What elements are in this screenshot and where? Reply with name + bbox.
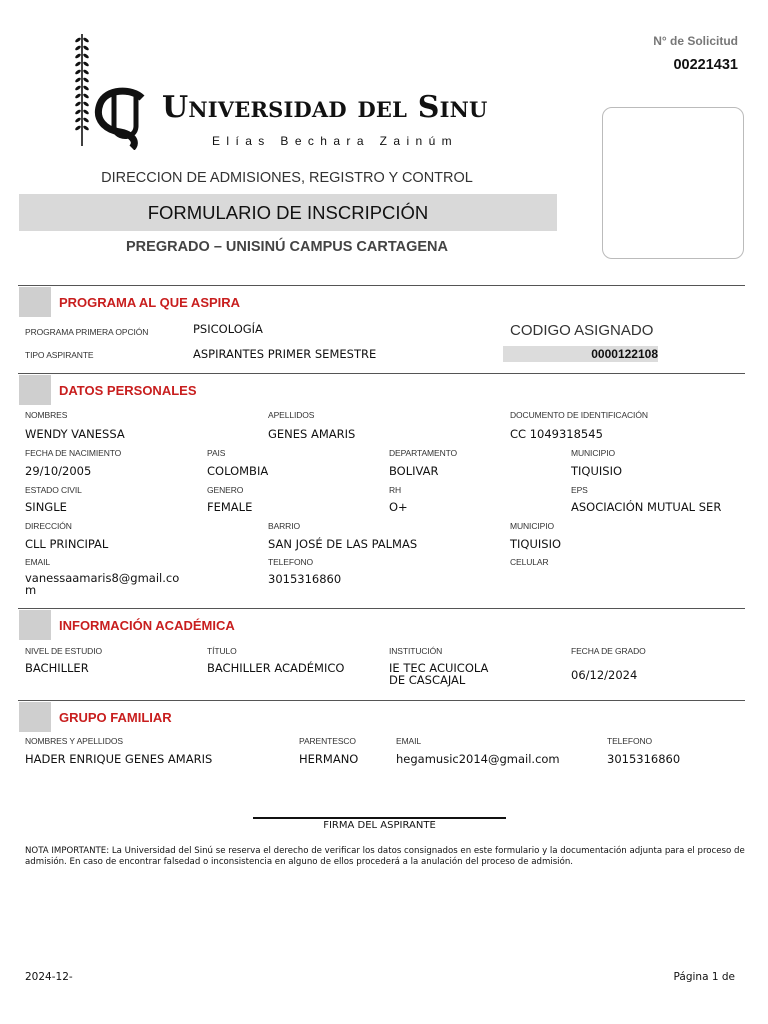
documento-label: DOCUMENTO DE IDENTIFICACIÓN: [510, 410, 648, 420]
familiar-email-value: hegamusic2014@gmail.com: [396, 752, 560, 766]
form-title: FORMULARIO DE INSCRIPCIÓN: [147, 202, 429, 223]
section-marker: [19, 287, 51, 317]
footer-page: Página 1 de: [673, 971, 735, 983]
solicitud-label: N° de Solicitud: [653, 34, 738, 48]
nacimiento-label: FECHA DE NACIMIENTO: [25, 448, 122, 458]
primera-opcion-label: PROGRAMA PRIMERA OPCIÓN: [25, 327, 149, 337]
fecha-grado-value: 06/12/2024: [571, 668, 638, 682]
codigo-asignado-value: 0000122108: [591, 347, 658, 361]
nombres-label: NOMBRES: [25, 410, 68, 420]
solicitud-number: 00221431: [673, 57, 738, 73]
codigo-asignado-label: CODIGO ASIGNADO: [510, 322, 654, 339]
genero-label: GENERO: [207, 485, 244, 495]
department-title: DIRECCION DE ADMISIONES, REGISTRO Y CONTROL: [101, 170, 473, 186]
direccion-label: DIRECCIÓN: [25, 521, 72, 531]
rh-label: RH: [389, 485, 402, 495]
familiar-parentesco-value: HERMANO: [299, 752, 359, 766]
section-marker: [19, 610, 51, 640]
footer-date: 2024-12-: [25, 971, 73, 983]
university-logo: [62, 30, 502, 148]
municipio-residencia-label: MUNICIPIO: [510, 521, 554, 531]
barrio-label: BARRIO: [268, 521, 300, 531]
fecha-grado-label: FECHA DE GRADO: [571, 646, 646, 656]
pais-label: PAIS: [207, 448, 226, 458]
titulo-value: BACHILLER ACADÉMICO: [207, 661, 345, 675]
estado-civil-value: SINGLE: [25, 500, 67, 514]
rh-value: O+: [389, 500, 408, 514]
familiar-nombres-value: HADER ENRIQUE GENES AMARIS: [25, 752, 213, 766]
telefono-value: 3015316860: [268, 572, 342, 586]
primera-opcion-value: PSICOLOGÍA: [193, 322, 263, 336]
nacimiento-value: 29/10/2005: [25, 464, 92, 478]
familiar-telefono-label: TELEFONO: [607, 736, 653, 746]
tipo-aspirante-label: TIPO ASPIRANTE: [25, 350, 94, 360]
important-note: NOTA IMPORTANTE: La Universidad del Sinú se reserva el derecho de verificar los datos consignados en este formulario y la documentación adjunta para el proceso de admisión. En caso de encontrar falsedad o inconsistencia en alguno de ellos procederá a la anulación del proceso de admisión.: [25, 846, 745, 867]
documento-value: CC 1049318545: [510, 427, 603, 441]
nombres-value: WENDY VANESSA: [25, 427, 125, 441]
municipio-value: TIQUISIO: [571, 464, 623, 478]
photo-box: [602, 107, 744, 259]
section-title-familiar: GRUPO FAMILIAR: [59, 710, 172, 725]
familiar-parentesco-label: PARENTESCO: [299, 736, 356, 746]
section-title-personales: DATOS PERSONALES: [59, 383, 197, 398]
program-campus: PREGRADO – UNISINÚ CAMPUS CARTAGENA: [126, 239, 448, 255]
section-divider: [18, 285, 745, 286]
nivel-estudio-label: NIVEL DE ESTUDIO: [25, 646, 102, 656]
section-marker: [19, 375, 51, 405]
familiar-email-label: EMAIL: [396, 736, 422, 746]
pais-value: COLOMBIA: [207, 464, 269, 478]
barrio-value: SAN JOSÉ DE LAS PALMAS: [268, 537, 418, 551]
departamento-label: DEPARTAMENTO: [389, 448, 458, 458]
municipio-residencia-value: TIQUISIO: [510, 537, 562, 551]
university-name: Universidad del Sinu: [162, 90, 488, 125]
apellidos-label: APELLIDOS: [268, 410, 315, 420]
institucion-value: IE TEC ACUICOLA DE CASCAJAL: [389, 661, 489, 687]
eps-value: ASOCIACIÓN MUTUAL SER: [571, 500, 722, 514]
section-title-programa: PROGRAMA AL QUE ASPIRA: [59, 295, 241, 310]
email-value: vanessaamaris8@gmail.com: [25, 571, 180, 597]
form-title-bar: [19, 194, 557, 231]
codigo-asignado-bar: [503, 346, 658, 362]
titulo-label: TÍTULO: [207, 646, 237, 656]
email-label: EMAIL: [25, 557, 51, 567]
genero-value: FEMALE: [207, 500, 253, 514]
eps-label: EPS: [571, 485, 588, 495]
tipo-aspirante-value: ASPIRANTES PRIMER SEMESTRE: [193, 347, 377, 361]
section-marker: [19, 702, 51, 732]
nivel-estudio-value: BACHILLER: [25, 661, 89, 675]
municipio-label: MUNICIPIO: [571, 448, 615, 458]
celular-label: CELULAR: [510, 557, 549, 567]
estado-civil-label: ESTADO CIVIL: [25, 485, 82, 495]
departamento-value: BOLIVAR: [389, 464, 439, 478]
familiar-nombres-label: NOMBRES Y APELLIDOS: [25, 736, 123, 746]
signature-label: FIRMA DEL ASPIRANTE: [323, 820, 436, 831]
institucion-label: INSTITUCIÓN: [389, 646, 443, 656]
university-founder: Elías Bechara Zainúm: [212, 134, 459, 148]
us-monogram-icon: [92, 86, 156, 150]
section-divider: [18, 700, 745, 701]
section-divider: [18, 608, 745, 609]
signature-line: [253, 817, 506, 819]
section-title-academica: INFORMACIÓN ACADÉMICA: [59, 618, 235, 633]
apellidos-value: GENES AMARIS: [268, 427, 356, 441]
familiar-telefono-value: 3015316860: [607, 752, 681, 766]
telefono-label: TELEFONO: [268, 557, 314, 567]
direccion-value: CLL PRINCIPAL: [25, 537, 109, 551]
section-divider: [18, 373, 745, 374]
